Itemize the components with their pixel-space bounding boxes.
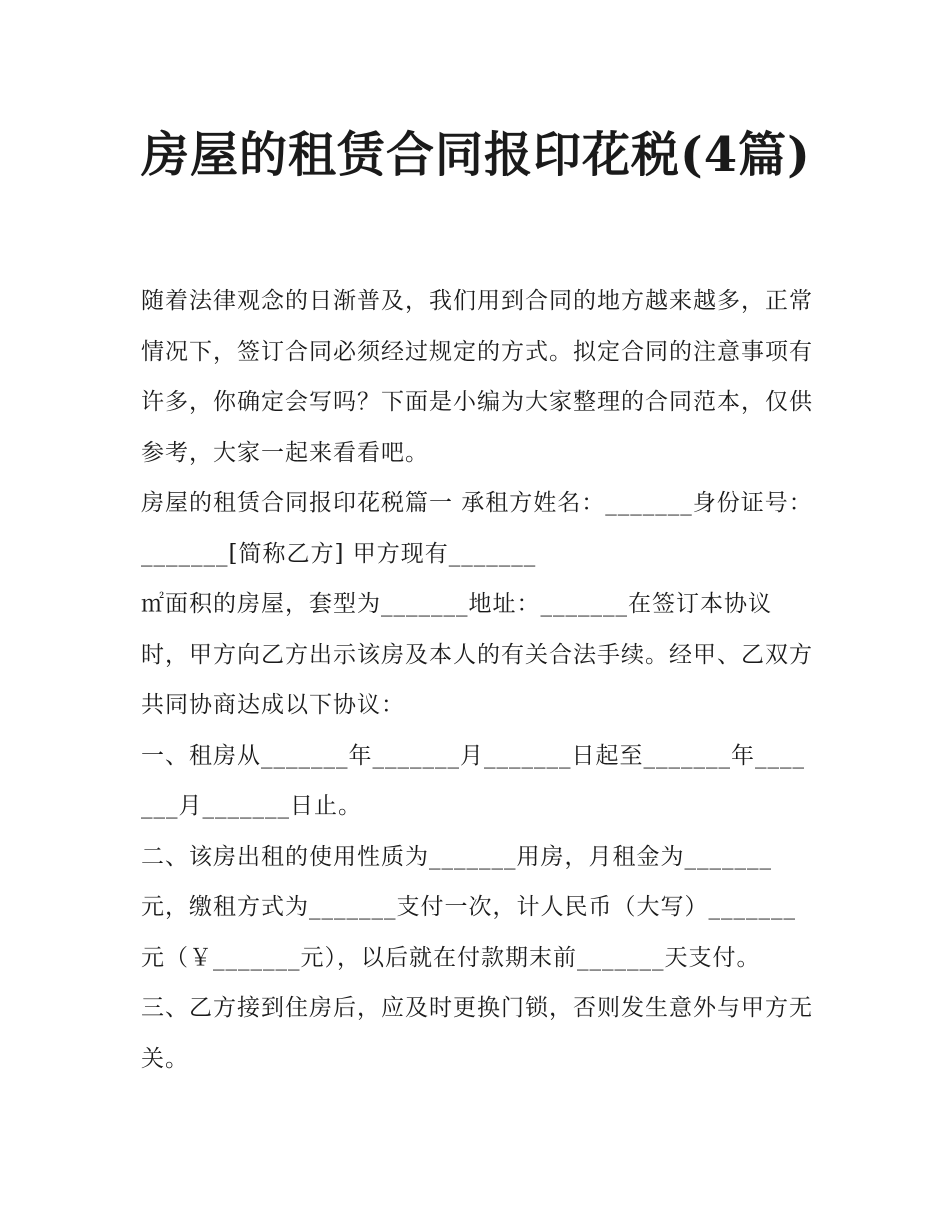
clause-one-paragraph: 一、租房从_______年_______月_______日起至_______年_______月_______日止。 [141, 742, 805, 819]
clause-three-paragraph: 三、乙方接到住房后，应及时更换门锁，否则发生意外与甲方无关。 [141, 995, 813, 1072]
document-title: 房屋的租赁合同报印花税(4篇) [141, 127, 811, 183]
clause-two-paragraph: 二、该房出租的使用性质为_______用房，月租金为_______元，缴租方式为_______支付一次，计人民币（大写）_______元（￥_______元），以后就在付款期末前_______天支付。 [141, 843, 796, 971]
property-description-paragraph: ㎡面积的房屋，套型为_______地址：_______在签订本协议时，甲方向乙方出示该房及本人的有关合法手续。经甲、乙双方共同协商达成以下协议： [141, 591, 813, 718]
intro-paragraph: 随着法律观念的日渐普及，我们用到合同的地方越来越多，正常情况下，签订合同必须经过规定的方式。拟定合同的注意事项有许多，你确定会写吗？下面是小编为大家整理的合同范本，仅供参考，大家一起来看看吧。 [141, 288, 813, 466]
contract-header-paragraph: 房屋的租赁合同报印花税篇一 承租方姓名：_______身份证号：_______[简称乙方] 甲方现有_______ [141, 490, 813, 567]
document-body [141, 276, 813, 1084]
